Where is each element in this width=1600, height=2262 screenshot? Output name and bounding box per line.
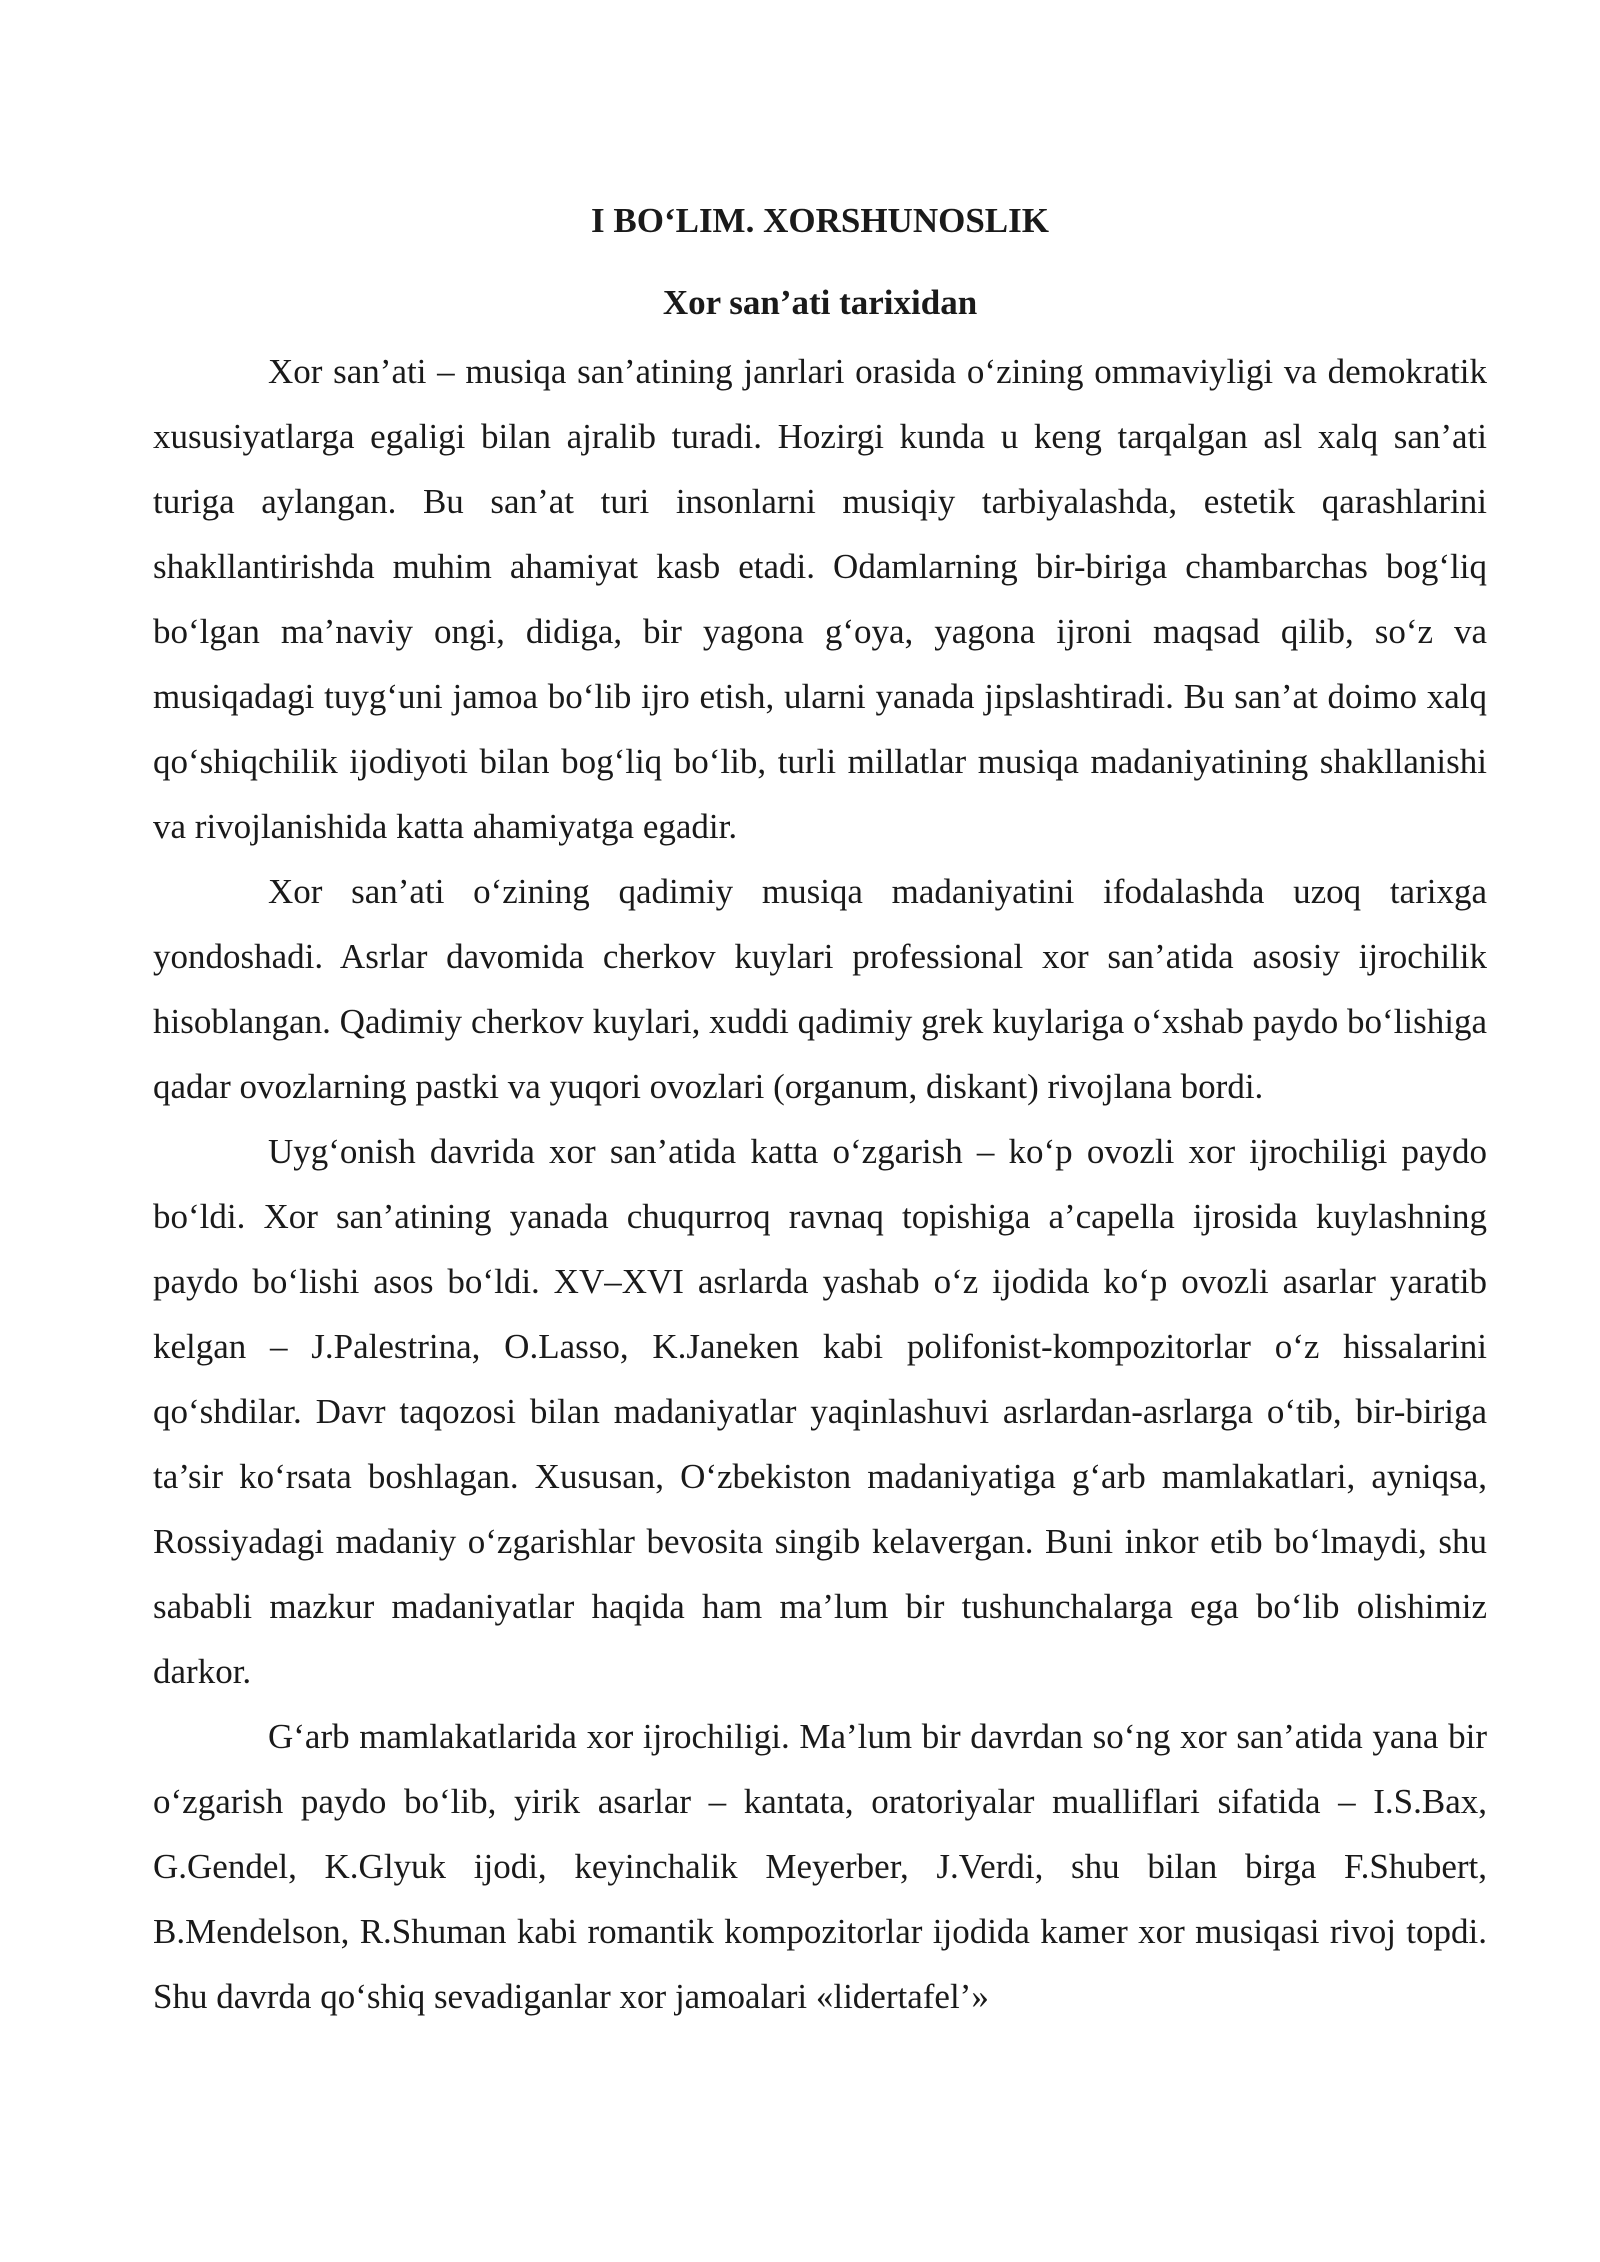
section-heading: I BO‘LIM. XORSHUNOSLIK (591, 201, 1049, 240)
page-content (153, 193, 1487, 2029)
paragraph-4: G‘arb mamlakatlarida xor ijrochiligi. Ma’lum bir davrdan so‘ng xor san’atida yana bir o‘zgarish paydo bo‘lib, yirik asarlar – kantata, oratoriyalar mualliflari sifatida – I.S.Bax, G.Gendel, K.Glyuk ijodi, keyinchalik Meyerber, J.Verdi, shu bilan birga F.Shubert, B.Mendelson, R.Shuman kabi romantik kompozitorlar ijodida kamer xor musiqasi rivoj topdi. Shu davrda qo‘shiq sevadiganlar xor jamoalari «lidertafel’» (153, 1717, 1487, 2016)
chapter-subheading: Xor san’ati tarixidan (662, 283, 978, 322)
paragraph-3: Uyg‘onish davrida xor san’atida katta o‘zgarish – ko‘p ovozli xor ijrochiligi paydo bo‘ldi. Xor san’atining yanada chuqurroq ravnaq topishiga a’capella ijrosida kuylashning paydo bo‘lishi asos bo‘ldi. XV–XVI asrlarda yashab o‘z ijodida ko‘p ovozli asarlar yaratib kelgan – J.Palestrina, O.Lasso, K.Janeken kabi polifonist-kompozitorlar o‘z hissalarini qo‘shdilar. Davr taqozosi bilan madaniyatlar yaqinlashuvi asrlardan-asrlarga o‘tib, bir-biriga ta’sir ko‘rsata boshlagan. Xususan, O‘zbekiston madaniyatiga g‘arb mamlakatlari, ayniqsa, Rossiyadagi madaniy o‘zgarishlar bevosita singib kelavergan. Buni inkor etib bo‘lmaydi, shu sababli mazkur madaniyatlar haqida ham ma’lum bir tushunchalarga ega bo‘lib olishimiz darkor. (153, 1132, 1487, 1691)
paragraph-1: Xor san’ati – musiqa san’atining janrlari orasida o‘zining ommaviyligi va demokratik xususiyatlarga egaligi bilan ajralib turadi. Hozirgi kunda u keng tarqalgan asl xalq san’ati turiga aylangan. Bu san’at turi insonlarni musiqiy tarbiyalashda, estetik qarashlarini shakllantirishda muhim ahamiyat kasb etadi. Odamlarning bir-biriga chambarchas bog‘liq bo‘lgan ma’naviy ongi, didiga, bir yagona g‘oya, yagona ijroni maqsad qilib, so‘z va musiqadagi tuyg‘uni jamoa bo‘lib ijro etish, ularni yanada jipslashtiradi. Bu san’at doimo xalq qo‘shiqchilik ijodiyoti bilan bog‘liq bo‘lib, turli millatlar musiqa madaniyatining shakllanishi va rivojlanishida katta ahamiyatga egadir. (153, 352, 1487, 846)
paragraph-2: Xor san’ati o‘zining qadimiy musiqa madaniyatini ifodalashda uzoq tarixga yondoshadi. Asrlar davomida cherkov kuylari professional xor san’atida asosiy ijrochilik hisoblangan. Qadimiy cherkov kuylari, xuddi qadimiy grek kuylariga o‘xshab paydo bo‘lishiga qadar ovozlarning pastki va yuqori ovozlari (organum, diskant) rivojlana bordi. (153, 872, 1487, 1106)
